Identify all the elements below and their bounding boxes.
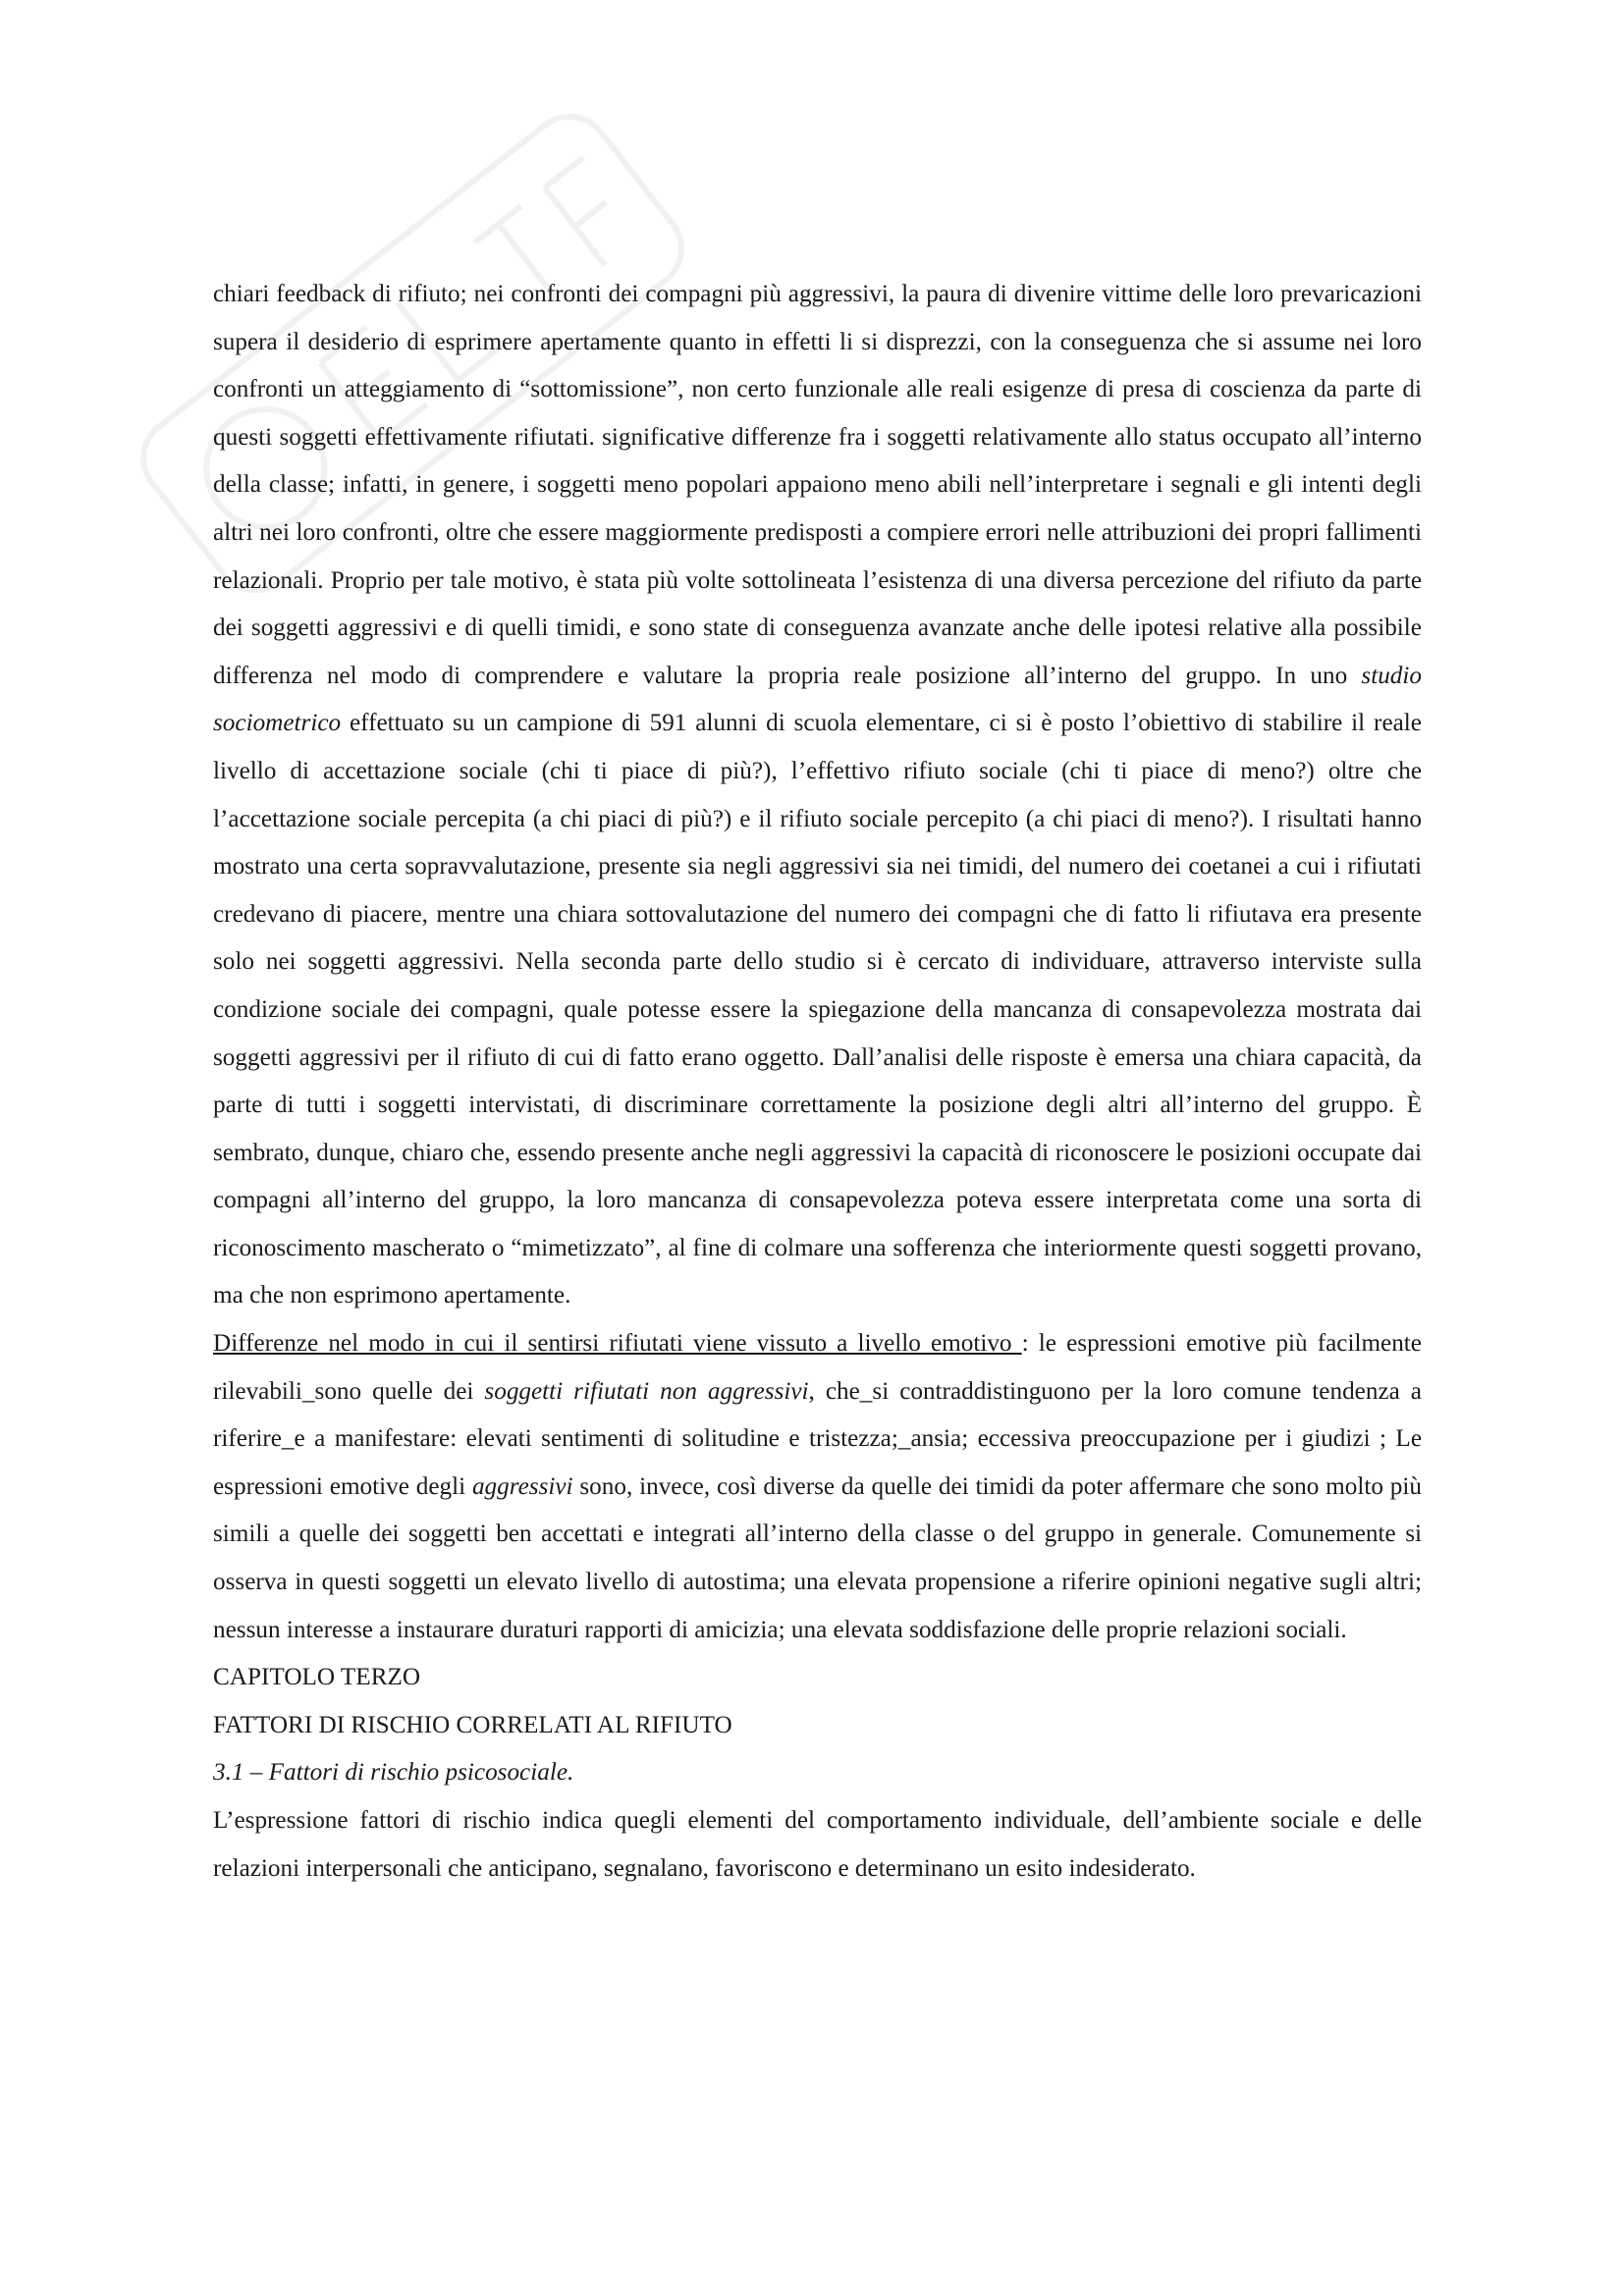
italic-phrase: studio sociometrico (213, 662, 1422, 737)
underlined-topic: Differenze nel modo in cui il sentirsi rifiutati viene vissuto a livello emotivo (213, 1330, 1022, 1358)
paragraph-text-continued: effettuato su un campione di 591 alunni di scuola elementare, ci si è posto l’obiettivo di stabilire il reale livello di accettazione sociale (chi ti piace di più?), l’effettivo rifiuto sociale (chi ti piace di meno?) oltre che l’accettazione sociale percepita (a chi piaci di più?) e il rifiuto sociale percepito (a chi piaci di meno?). I risultati hanno mostrato una certa sopravvalutazione, presente sia negli aggressivi sia nei timidi, del numero dei coetanei a cui i rifiutati credevano di piacere, mentre una chiara sottovalutazione del numero dei compagni che di fatto li rifiutava era presente solo nei soggetti aggressivi. Nella seconda parte dello studio si è cercato di individuare, attraverso interviste sulla condizione sociale dei compagni, quale potesse essere la spiegazione della mancanza di consapevolezza mostrata dai soggetti aggressivi per il rifiuto di cui di fatto erano oggetto. Dall’analisi delle risposte è emersa una chiara capacità, da parte di tutti i soggetti intervistati, di discriminare correttamente la posizione degli altri all’interno del gruppo. È sembrato, dunque, chiaro che, essendo presente anche negli aggressivi la capacità di riconoscere le posizioni occupate dai compagni all’interno del gruppo, la loro mancanza di consapevolezza poteva essere interpretata come una sorta di riconoscimento mascherato o “mimetizzato”, al fine di colmare una sofferenza che interiormente questi soggetti provano, ma che non esprimono apertamente. (213, 710, 1422, 1309)
paragraph-text: , che_si contraddistinguono per la loro comune tendenza a riferire_e a manifestare: elevati sentimenti di solitudine e tristezza;_ansia; eccessiva preoccupazione per i giudizi ; Le espressioni emotive degli (213, 1377, 1422, 1500)
paragraph-risk-factors: L’espressione fattori di rischio indica quegli elementi del comportamento individuale, dell’ambiente sociale e delle relazioni interpersonali che anticipano, segnalano, favoriscono e determinano un esito indesiderato. (213, 1807, 1422, 1882)
italic-phrase: soggetti rifiutati non aggressivi (484, 1377, 809, 1405)
chapter-label: CAPITOLO TERZO (213, 1664, 421, 1691)
paragraph-text: : le espressioni emotive più facilmente rilevabili_sono quelle dei (213, 1330, 1422, 1405)
paragraph-text: sono, invece, così diverse da quelle dei timidi da poter affermare che sono molto più simili a quelle dei soggetti ben accettati e integrati all’interno della classe o del gruppo in generale. Comunemente si osserva in questi soggetti un elevato livello di autostima; una elevata propensione a riferire opinioni negative sugli altri; nessun interesse a instaurare duraturi rapporti di amicizia; una elevata soddisfazione delle proprie relazioni sociali. (213, 1472, 1422, 1643)
paragraph-emotional-differences (213, 1320, 1422, 1654)
body-text (213, 271, 1422, 1893)
chapter-title: FATTORI DI RISCHIO CORRELATI AL RIFIUTO (213, 1711, 732, 1738)
paragraph-text: chiari feedback di rifiuto; nei confronti dei compagni più aggressivi, la paura di divenire vittime delle loro prevaricazioni supera il desiderio di esprimere apertamente quanto in effetti li si disprezzi, con la conseguenza che si assume nei loro confronti un atteggiamento di “sottomissione”, non certo funzionale alle reali esigenze di presa di coscienza da parte di questi soggetti effettivamente rifiutati. significative differenze fra i soggetti relativamente allo status occupato all’interno della classe; infatti, in genere, i soggetti meno popolari appaiono meno abili nell’interpretare i segnali e gli intenti degli altri nei loro confronti, oltre che essere maggiormente predisposti a compiere errori nelle attribuzioni dei propri fallimenti relazionali. Proprio per tale motivo, è stata più volte sottolineata l’esistenza di una diversa percezione del rifiuto da parte dei soggetti aggressivi e di quelli timidi, e sono state di conseguenza avanzate anche delle ipotesi relative alla possibile differenza nel modo di comprendere e valutare la propria reale posizione all’interno del gruppo. In uno (213, 281, 1422, 689)
paragraph-rejection-perception (213, 271, 1422, 1320)
section-heading (213, 1749, 1422, 1797)
section-heading-text: 3.1 – Fattori di rischio psicosociale. (213, 1759, 574, 1787)
italic-phrase: aggressivi (471, 1472, 573, 1500)
